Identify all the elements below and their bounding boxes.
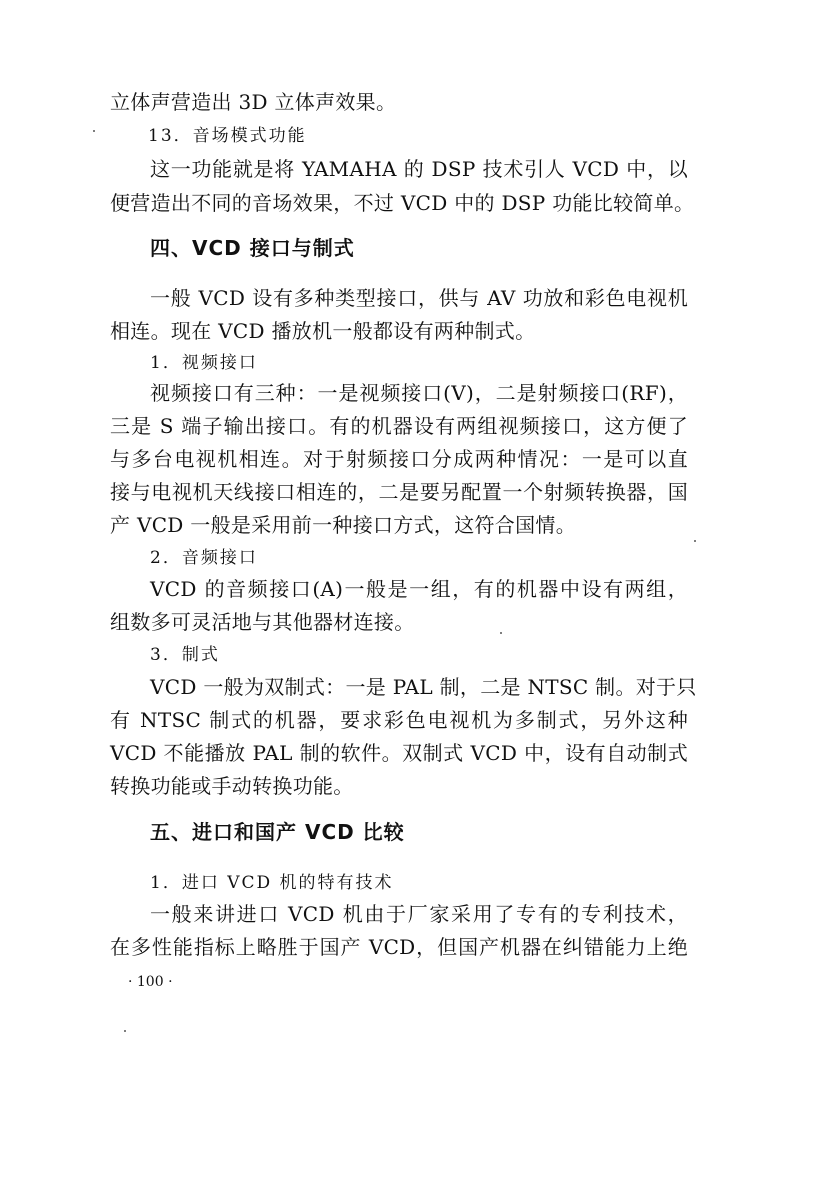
text-line: 接与电视机天线接口相连的，二是要另配置一个射频转换器，国 <box>110 480 688 504</box>
item-heading: 3．制式 <box>150 645 220 665</box>
text-line: VCD 的音频接口(A)一般是一组，有的机器中设有两组， <box>150 577 688 601</box>
page-number: · 100 · <box>128 974 173 990</box>
text-line: 一般 VCD 设有多种类型接口，供与 AV 功放和彩色电视机 <box>150 286 688 310</box>
text-line: 有 NTSC 制式的机器，要求彩色电视机为多制式，另外这种 <box>110 708 688 732</box>
item-heading: 2．音频接口 <box>150 548 258 568</box>
text-line: 产 VCD 一般是采用前一种接口方式，这符合国情。 <box>110 513 576 537</box>
section-heading: 五、进口和国产 VCD 比较 <box>150 820 405 844</box>
text-line: 这一功能就是将 YAMAHA 的 DSP 技术引人 VCD 中，以 <box>150 157 688 181</box>
text-line: 与多台电视机相连。对于射频接口分成两种情况：一是可以直 <box>110 447 688 471</box>
text-line: VCD 一般为双制式：一是 PAL 制，二是 NTSC 制。对于只 <box>150 675 697 699</box>
scan-speck <box>93 130 95 132</box>
item-heading: 1．视频接口 <box>150 353 258 373</box>
text-line: 转换功能或手动转换功能。 <box>110 774 354 798</box>
item-heading: 13．音场模式功能 <box>148 126 307 146</box>
text-line: 组数多可灵活地与其他器材连接。 <box>110 610 415 634</box>
text-line: VCD 不能播放 PAL 制的软件。双制式 VCD 中，设有自动制式 <box>110 741 688 765</box>
text-line: 在多性能指标上略胜于国产 VCD，但国产机器在纠错能力上绝 <box>110 935 688 959</box>
section-heading: 四、VCD 接口与制式 <box>150 236 355 260</box>
text-line: 视频接口有三种：一是视频接口(V)，二是射频接口(RF)， <box>150 381 688 405</box>
text-line: 一般来讲进口 VCD 机由于厂家采用了专有的专利技术， <box>150 902 688 926</box>
text-line: 便营造出不同的音场效果，不过 VCD 中的 DSP 功能比较简单。 <box>110 191 695 215</box>
item-heading: 1．进口 VCD 机的特有技术 <box>150 873 394 893</box>
scan-speck <box>500 632 502 634</box>
scan-speck <box>124 1030 126 1032</box>
scan-speck <box>694 540 696 542</box>
text-line: 立体声营造出 3D 立体声效果。 <box>110 90 397 114</box>
text-line: 相连。现在 VCD 播放机一般都设有两种制式。 <box>110 319 536 343</box>
text-line: 三是 S 端子输出接口。有的机器设有两组视频接口，这方便了 <box>110 414 688 438</box>
